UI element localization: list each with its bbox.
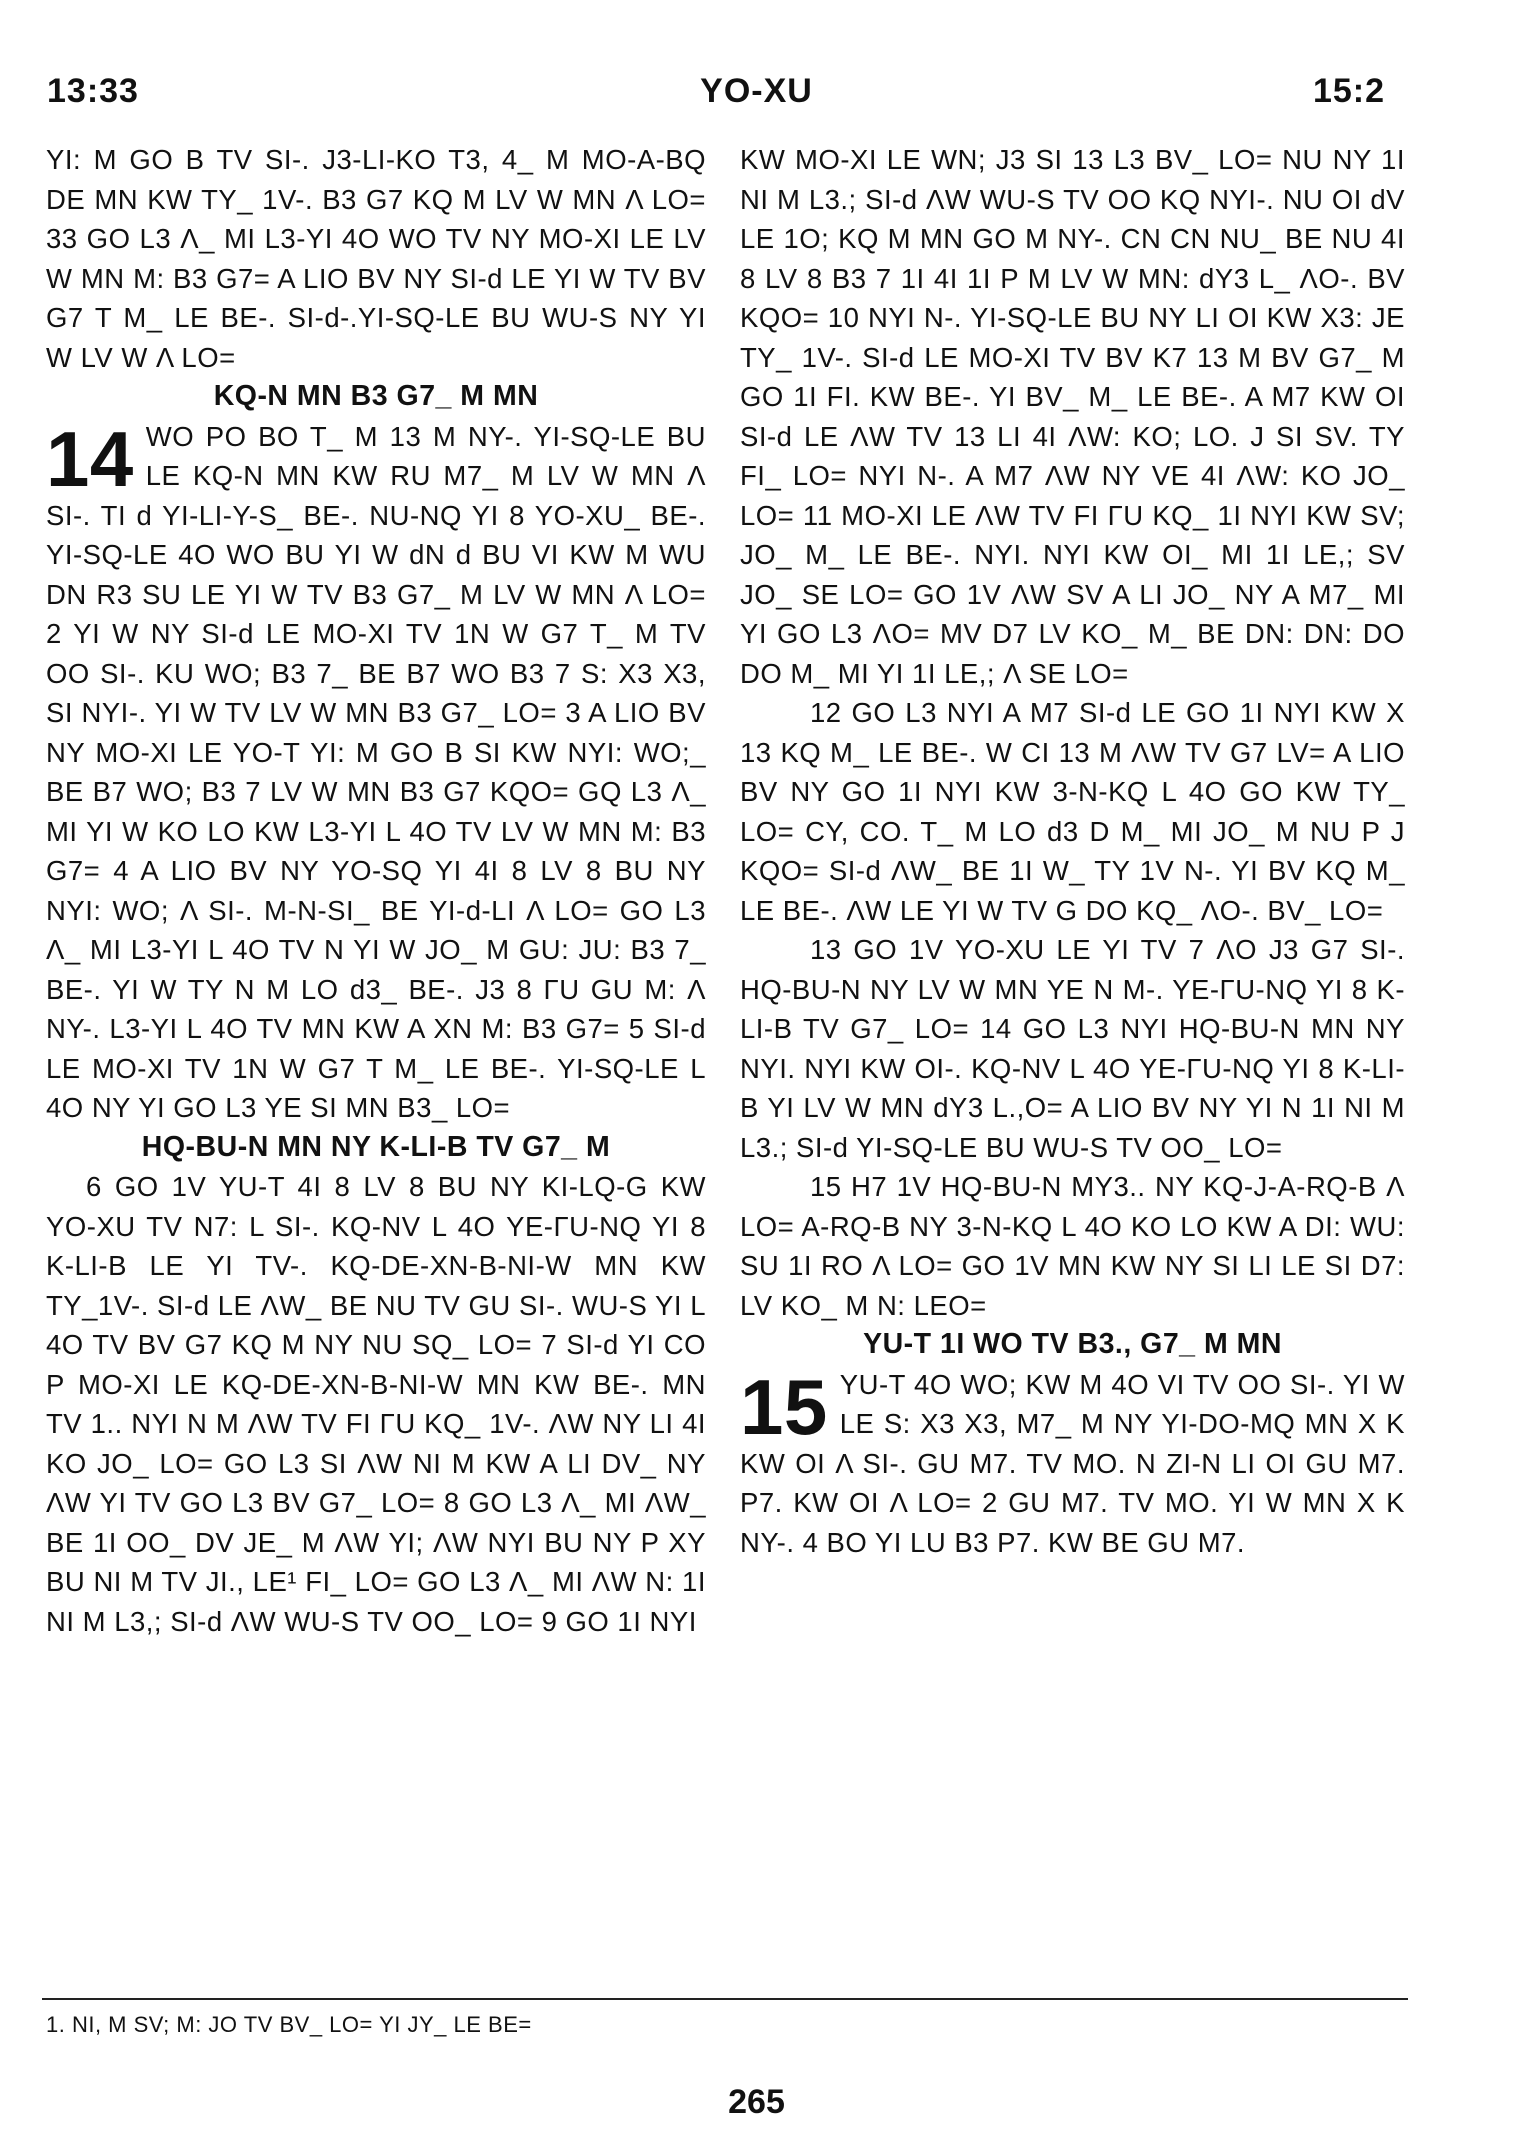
- paragraph: 12 GO L3 NYI A M7 SI-d LE GO 1I NYI KW X 13 KQ M_ LE BE-. W CI 13 M ΛW TV G7 LV= A LIO BV NY GO 1I NYI KW 3-N-KQ L 4O GO KW TY_ LO= CY, CO. T_ M LO d3 D M_ MI JO_ M NU P J KQO= SI-d ΛW_ BE 1I W_ TY 1V N-. YI BV KQ M_ LE BE-. ΛW LE YI W TV G DO KQ_ ΛO-. BV_ LO=: [740, 697, 1405, 926]
- section-heading: KQ-N MN B3 G7_ M MN: [213, 380, 539, 412]
- paragraph: KW MO-XI LE WN; J3 SI 13 L3 BV_ LO= NU NY 1I NI M L3.; SI-d ΛW WU-S TV OO KQ NYI-. NU OI dV LE 1O; KQ M MN GO M NY-. CN CN NU_ BE NU 4I 8 LV 8 B3 7 1I 4I 1I P M LV W MN: dY3 L_ ΛO-. BV KQO= 10 NYI N-. YI-SQ-LE BU NY LI OI KW X3: JE TY_ 1V-. SI-d LE MO-XI TV BV K7 13 M BV G7_ M GO 1I FI. KW BE-. YI BV_ M_ LE BE-. A M7 KW OI SI-d LE ΛW TV 13 LI 4I ΛW: KO; LO. J SI SV. TY FI_ LO= NYI N-. A M7 ΛW NY VE 4I ΛW: KO JO_ LO= 11 MO-XI LE ΛW TV FI ΓU KQ_ 1I NYI KW SV; JO_ M_ LE BE-. NYI. NYI KW OI_ MI 1I LE,; SV JO_ SE LO= GO 1V ΛW SV A LI JO_ NY A M7_ MI YI GO L3 ΛO= MV D7 LV KO_ M_ BE DN: DN: DO DO M_ MI YI 1I LE,; Λ SE LO=: [740, 144, 1405, 689]
- paragraph: YU-T 4O WO; KW M 4O VI TV OO SI-. YI W LE S: X3 X3, M7_ M NY YI-DO-MQ MN X K KW OI Λ SI-. GU M7. TV MO. N ZI-N LI OI GU M7. P7. KW OI Λ LO= 2 GU M7. TV MO. YI W MN X K NY-. 4 BO YI LU B3 P7. KW BE GU M7.: [740, 1368, 1405, 1558]
- chapter-number: 14: [46, 414, 134, 503]
- page-number: 265: [728, 2083, 785, 2121]
- header-chapter-verse-start: 13:33: [47, 72, 139, 110]
- footnote: 1. NI, M SV; M: JO TV BV_ LO= YI JY_ LE BE=: [46, 2012, 532, 2037]
- header-book-title: YO-XU: [700, 72, 813, 110]
- chapter-block: [46, 414, 706, 1128]
- header-chapter-verse-end: 15:2: [1312, 72, 1385, 110]
- paragraph: 15 H7 1V HQ-BU-N MY3.. NY KQ-J-A-RQ-B Λ LO= A-RQ-B NY 3-N-KQ L 4O KO LO KW A DI: WU: SU 1I RO Λ LO= GO 1V MN KW NY SI LI LE SI D7: LV KO_ M N: LEO=: [740, 1171, 1405, 1321]
- chapter-number: 15: [740, 1362, 828, 1451]
- section-heading: HQ-BU-N MN NY K-LI-B TV G7_ M: [141, 1130, 611, 1163]
- footnote-divider: [42, 1998, 1408, 2000]
- paragraph: 13 GO 1V YO-XU LE YI TV 7 ΛO J3 G7 SI-. HQ-BU-N NY LV W MN YE N M-. YE-ΓU-NQ YI 8 K-LI-B TV G7_ LO= 14 GO L3 NYI HQ-BU-N MN NY NYI. NYI KW OI-. KQ-NV L 4O YE-ΓU-NQ YI 8 K-LI-B YI LV W MN dY3 L.,O= A LIO BV NY YI N 1I NI M L3.; SI-d YI-SQ-LE BU WU-S TV OO_ LO=: [740, 934, 1405, 1163]
- chapter-block: [740, 1362, 1405, 1563]
- paragraph: 6 GO 1V YU-T 4I 8 LV 8 BU NY KI-LQ-G KW YO-XU TV N7: L SI-. KQ-NV L 4O YE-ΓU-NQ YI 8 K-LI-B LE YI TV-. KQ-DE-XN-B-NI-W MN KW TY_1V-. SI-d LE ΛW_ BE NU TV GU SI-. WU-S YI L 4O TV BV G7 KQ M NY NU SQ_ LO= 7 SI-d YI CO P MO-XI LE KQ-DE-XN-B-NI-W MN KW BE-. MN TV 1.. NYI N M ΛW TV FI ΓU KQ_ 1V-. ΛW NY LI 4I KO JO_ LO= GO L3 SI ΛW NI M KW A LI DV_ NY ΛW YI TV GO L3 BV G7_ LO= 8 GO L3 Λ_ MI ΛW_ BE 1I OO_ DV JE_ M ΛW YI; ΛW NYI BU NY P XY BU NI M TV JI., LE¹ FI_ LO= GO L3 Λ_ MI ΛW N: 1I NI M L3,; SI-d ΛW WU-S TV OO_ LO= 9 GO 1I NYI: [46, 1171, 706, 1637]
- left-column: [46, 140, 706, 1641]
- paragraph: YI: M GO B TV SI-. J3-LI-KO T3, 4_ M MO-A-BQ DE MN KW TY_ 1V-. B3 G7 KQ M LV W MN Λ LO= 33 GO L3 Λ_ MI L3-YI 4O WO TV NY MO-XI LE LV W MN M: B3 G7= A LIO BV NY SI-d LE YI W TV BV G7 T M_ LE BE-. SI-d-.YI-SQ-LE BU WU-S NY YI W LV W Λ LO=: [46, 144, 706, 373]
- section-heading: YU-T 1I WO TV B3., G7_ M MN: [863, 1328, 1282, 1360]
- right-column: [740, 140, 1405, 1562]
- paragraph: WO PO BO T_ M 13 M NY-. YI-SQ-LE BU LE KQ-N MN KW RU M7_ M LV W MN Λ SI-. TI d YI-LI-Y-S_ BE-. NU-NQ YI 8 YO-XU_ BE-. YI-SQ-LE 4O WO BU YI W dN d BU VI KW M WU DN R3 SU LE YI W TV B3 G7_ M LV W MN Λ LO= 2 YI W NY SI-d LE MO-XI TV 1N W G7 T_ M TV OO SI-. KU WO; B3 7_ BE B7 WO B3 7 S: X3 X3, SI NYI-. YI W TV LV W MN B3 G7_ LO= 3 A LIO BV NY MO-XI LE YO-T YI: M GO B SI KW NYI: WO;_ BE B7 WO; B3 7 LV W MN B3 G7 KQO= GQ L3 Λ_ MI YI W KO LO KW L3-YI L 4O TV LV W MN M: B3 G7= 4 A LIO BV NY YO-SQ YI 4I 8 LV 8 BU NY NYI: WO; Λ SI-. M-N-SI_ BE YI-d-LI Λ LO= GO L3 Λ_ MI L3-YI L 4O TV N YI W JO_ M GU: JU: B3 7_ BE-. YI W TY N M LO d3_ BE-. J3 8 ΓU GU M: Λ NY-. L3-YI L 4O TV MN KW A XN M: B3 G7= 5 SI-d LE MO-XI TV 1N W G7 T M_ LE BE-. YI-SQ-LE L 4O NY YI GO L3 YE SI MN B3_ LO=: [46, 420, 706, 1123]
